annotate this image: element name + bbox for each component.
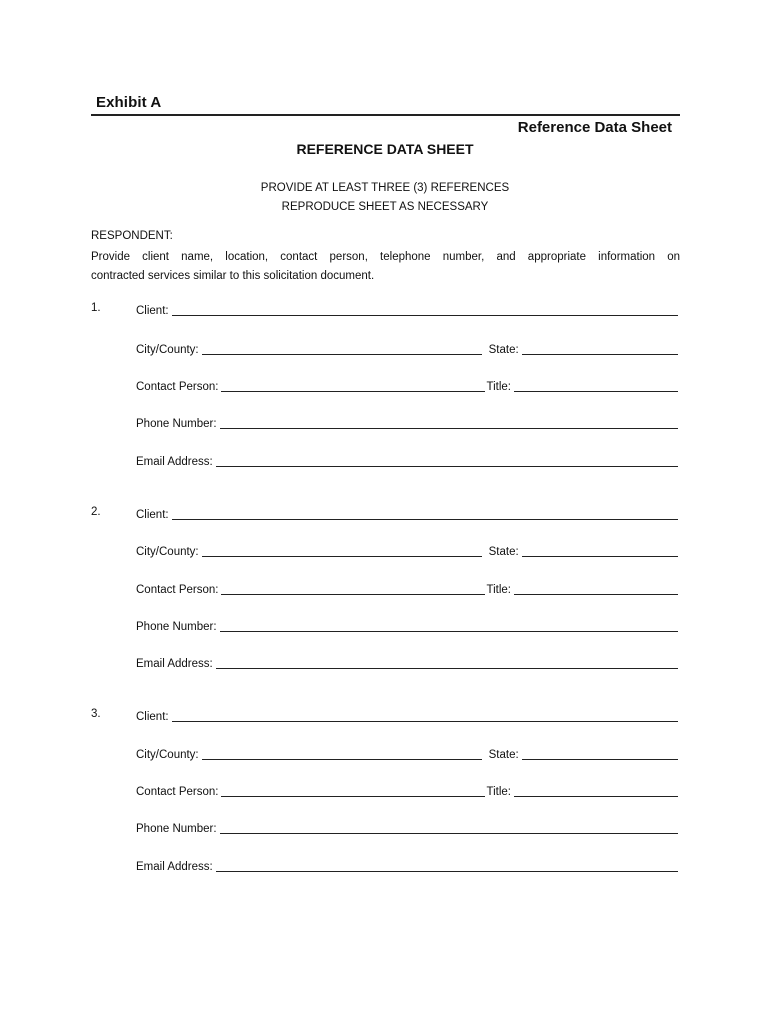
phone-number-field[interactable] [136, 617, 678, 633]
title-label: Title: [486, 584, 511, 596]
contact-person-input-line[interactable] [221, 582, 485, 595]
client-field[interactable] [136, 505, 678, 521]
state-label: State: [488, 749, 519, 761]
client-label: Client: [136, 509, 169, 521]
contact-person-input-line[interactable] [221, 784, 485, 797]
exhibit-label: Exhibit A [96, 94, 162, 111]
intro-paragraph [91, 248, 680, 286]
city-county-label: City/County: [136, 546, 199, 558]
client-input-line[interactable] [172, 303, 678, 316]
phone-number-label: Phone Number: [136, 621, 217, 633]
state-label: State: [488, 344, 519, 356]
email-address-label: Email Address: [136, 861, 213, 873]
reference-number: 1. [91, 302, 101, 314]
email-address-input-line[interactable] [216, 656, 678, 669]
phone-number-field[interactable] [136, 819, 678, 835]
reference-number: 3. [91, 708, 101, 720]
respondent-label: RESPONDENT: [91, 230, 173, 242]
subtitle-references: PROVIDE AT LEAST THREE (3) REFERENCES [260, 182, 510, 194]
phone-number-input-line[interactable] [220, 619, 678, 632]
phone-number-field[interactable] [136, 414, 678, 430]
title-input-line[interactable] [514, 784, 678, 797]
city-county-field[interactable] [136, 745, 678, 761]
email-address-field[interactable] [136, 857, 678, 873]
subtitle-reproduce: REPRODUCE SHEET AS NECESSARY [281, 201, 489, 213]
email-address-field[interactable] [136, 654, 678, 670]
phone-number-input-line[interactable] [220, 416, 678, 429]
email-address-label: Email Address: [136, 456, 213, 468]
client-label: Client: [136, 711, 169, 723]
title-label: Title: [486, 381, 511, 393]
header-rule [91, 114, 680, 116]
phone-number-input-line[interactable] [220, 821, 678, 834]
contact-person-field[interactable] [136, 580, 678, 596]
reference-number: 2. [91, 506, 101, 518]
page-title: REFERENCE DATA SHEET [296, 141, 474, 157]
contact-person-label: Contact Person: [136, 381, 219, 393]
client-label: Client: [136, 305, 169, 317]
client-input-line[interactable] [172, 709, 678, 722]
contact-person-label: Contact Person: [136, 584, 219, 596]
city-county-label: City/County: [136, 749, 199, 761]
contact-person-field[interactable] [136, 782, 678, 798]
city-county-input-line[interactable] [202, 747, 482, 760]
contact-person-input-line[interactable] [221, 379, 485, 392]
title-label: Title: [486, 786, 511, 798]
state-input-line[interactable] [522, 342, 678, 355]
contact-person-field[interactable] [136, 377, 678, 393]
client-input-line[interactable] [172, 507, 678, 520]
state-input-line[interactable] [522, 544, 678, 557]
email-address-field[interactable] [136, 452, 678, 468]
contact-person-label: Contact Person: [136, 786, 219, 798]
title-input-line[interactable] [514, 582, 678, 595]
city-county-field[interactable] [136, 542, 678, 558]
email-address-input-line[interactable] [216, 859, 678, 872]
client-field[interactable] [136, 301, 679, 317]
city-county-input-line[interactable] [202, 342, 482, 355]
phone-number-label: Phone Number: [136, 418, 217, 430]
client-field[interactable] [136, 707, 678, 723]
email-address-input-line[interactable] [216, 454, 678, 467]
city-county-input-line[interactable] [202, 544, 482, 557]
city-county-label: City/County: [136, 344, 199, 356]
intro-line-2: contracted services similar to this solicitation document. [91, 270, 375, 282]
city-county-field[interactable] [136, 340, 678, 356]
intro-line-1: Provide client name, location, contact person, telephone number, and appropriate information on [91, 251, 680, 263]
header-right-title: Reference Data Sheet [517, 119, 672, 136]
state-input-line[interactable] [522, 747, 678, 760]
state-label: State: [488, 546, 519, 558]
phone-number-label: Phone Number: [136, 823, 217, 835]
email-address-label: Email Address: [136, 658, 213, 670]
title-input-line[interactable] [514, 379, 678, 392]
